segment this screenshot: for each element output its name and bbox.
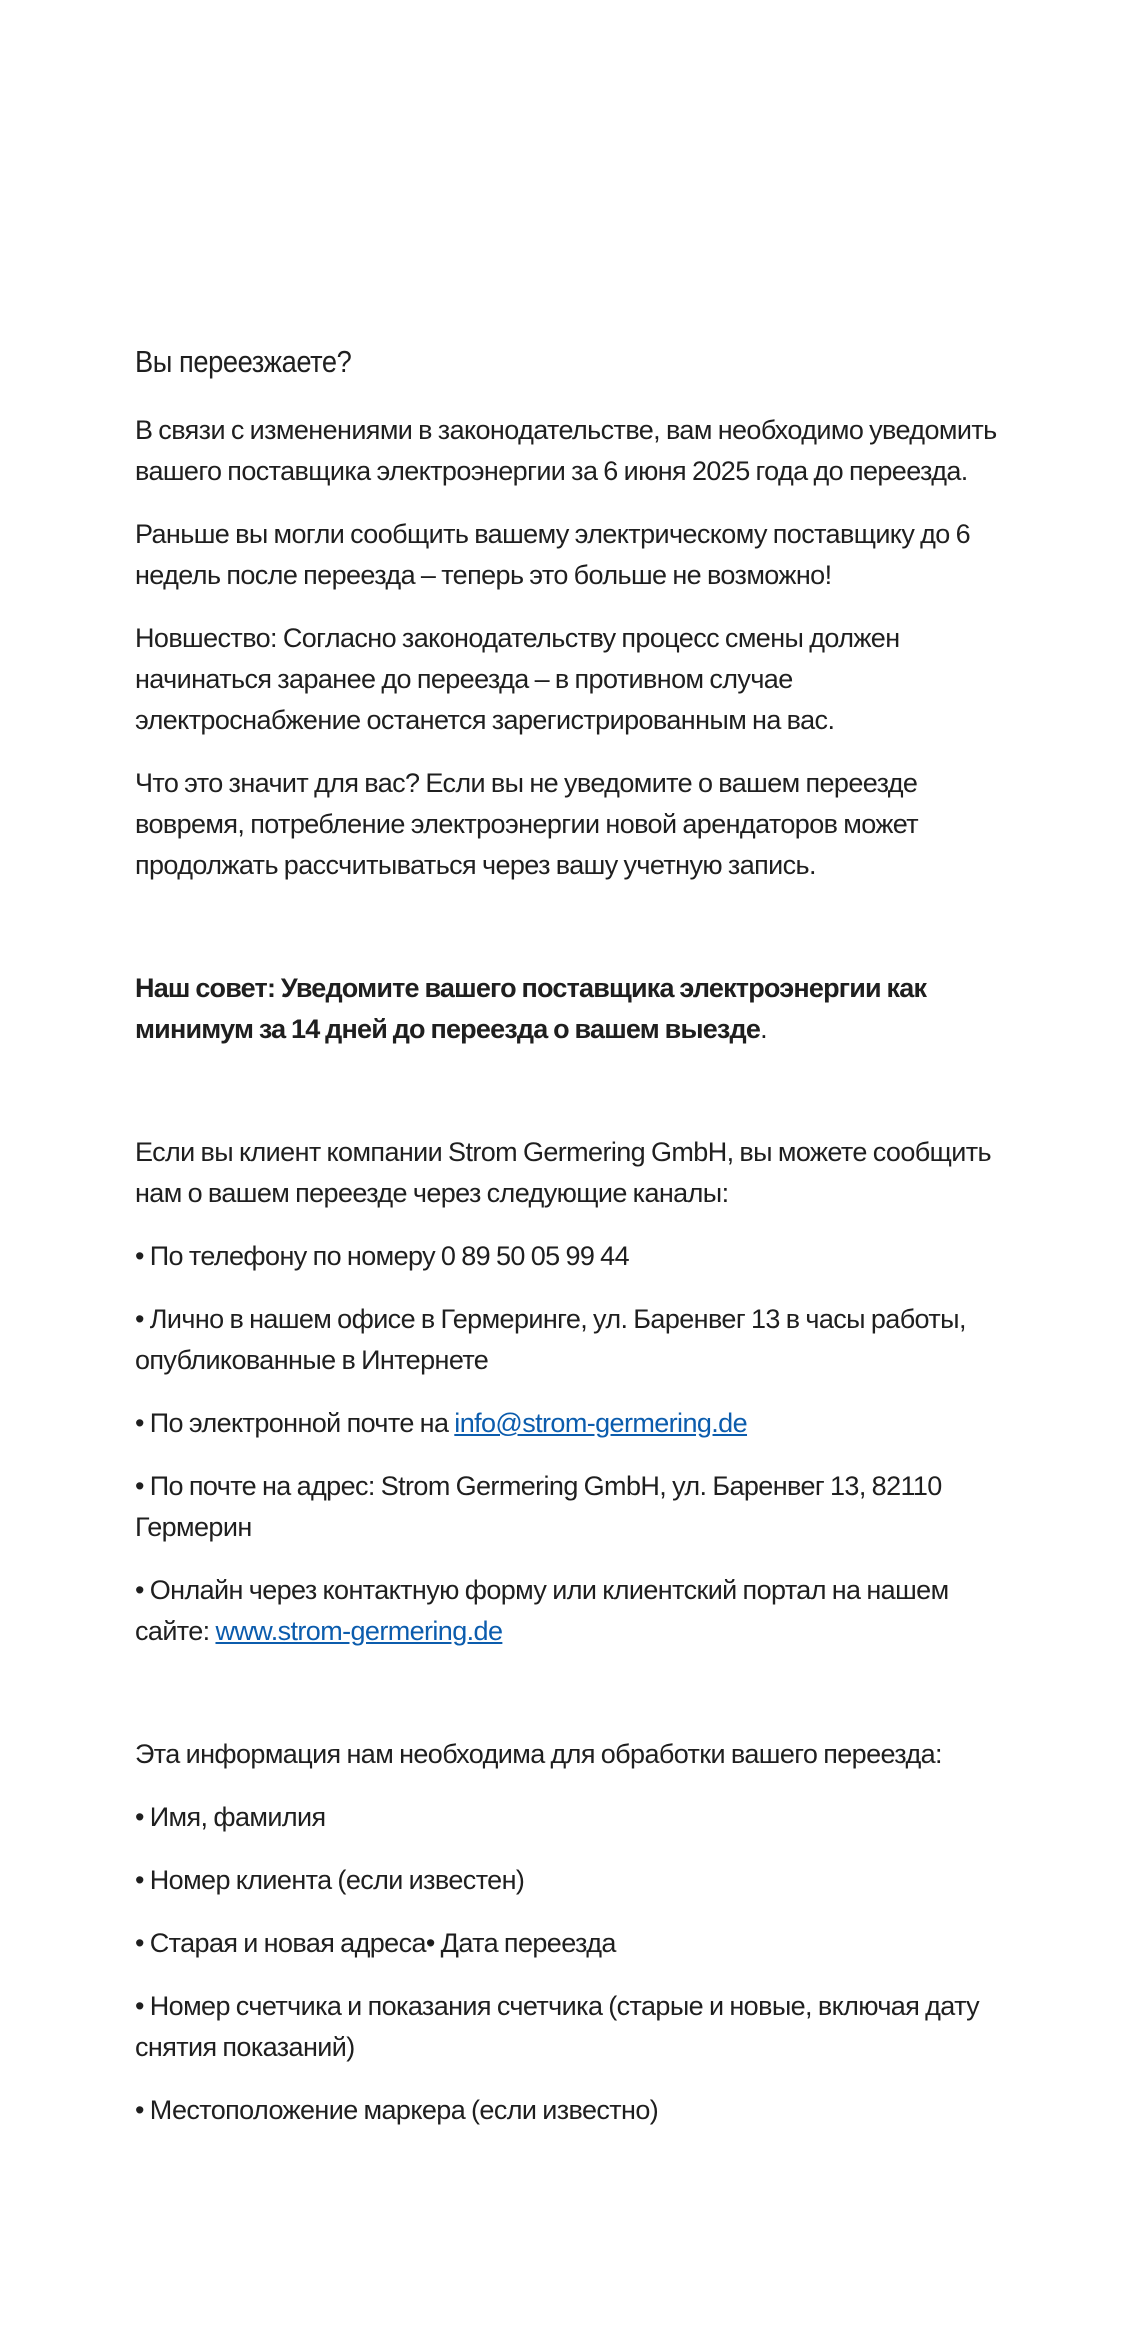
- paragraph-law-change: В связи с изменениями в законодательстве, вам необходимо уведомить вашего поставщика электроэнергии за 6 июня 2025 года до переезда.: [135, 415, 997, 486]
- tip-end: .: [760, 1014, 767, 1044]
- list-item: • Имя, фамилия: [135, 1802, 326, 1832]
- channels-intro: Если вы клиент компании Strom Germering GmbH, вы можете сообщить нам о вашем переезде через следующие каналы:: [135, 1137, 991, 1208]
- website-link[interactable]: www.strom-germering.de: [215, 1616, 503, 1646]
- spacer: [135, 1674, 1015, 1734]
- channel-post: • По почте на адрес: Strom Germering GmbH, ул. Баренвег 13, 82110 Гермерин: [135, 1471, 942, 1542]
- title-question-mark: ?: [336, 344, 352, 379]
- spacer: [135, 908, 1015, 968]
- paragraph-previous-rule: Раньше вы могли сообщить вашему электрическому поставщику до 6 недель после переезда – теперь это больше не возможно!: [135, 519, 971, 590]
- email-link[interactable]: info@strom-germering.de: [454, 1408, 748, 1438]
- list-item: • Номер клиента (если известен): [135, 1865, 525, 1895]
- title-text: Вы переезжаете: [135, 344, 337, 379]
- channel-email-prefix: • По электронной почте на: [135, 1408, 455, 1438]
- channel-online-prefix: • Онлайн через контактную форму или клиентский портал на нашем сайте:: [135, 1575, 949, 1646]
- document-content: [135, 338, 1015, 2153]
- channel-office: • Лично в нашем офисе в Гермеринге, ул. Баренвег 13 в часы работы, опубликованные в Интернете: [135, 1304, 966, 1375]
- required-info-intro: Эта информация нам необходима для обработки вашего переезда:: [135, 1739, 942, 1769]
- tip-paragraph: [135, 968, 1015, 1050]
- list-item: • Старая и новая адреса• Дата переезда: [135, 1928, 616, 1958]
- tip-text: Наш совет: Уведомите вашего поставщика электроэнергии как минимум за 14 дней до переезда о вашем выезде: [135, 973, 927, 1044]
- paragraph-consequences: Что это значит для вас? Если вы не уведомите о вашем переезде вовремя, потребление электроэнергии новой арендаторов может продолжать рассчитываться через вашу учетную запись.: [135, 768, 919, 880]
- paragraph-novelty: Новшество: Согласно законодательству процесс смены должен начинаться заранее до переезда – в противном случае электроснабжение останется зарегистрированным на вас.: [135, 623, 900, 735]
- page-title: [135, 338, 909, 386]
- list-item: • Номер счетчика и показания счетчика (старые и новые, включая дату снятия показаний): [135, 1991, 980, 2062]
- channel-email: [135, 1403, 1015, 1444]
- channel-phone: • По телефону по номеру 0 89 50 05 99 44: [135, 1241, 630, 1271]
- list-item: • Местоположение маркера (если известно): [135, 2095, 659, 2125]
- spacer: [135, 1072, 1015, 1132]
- channel-online: [135, 1570, 1015, 1652]
